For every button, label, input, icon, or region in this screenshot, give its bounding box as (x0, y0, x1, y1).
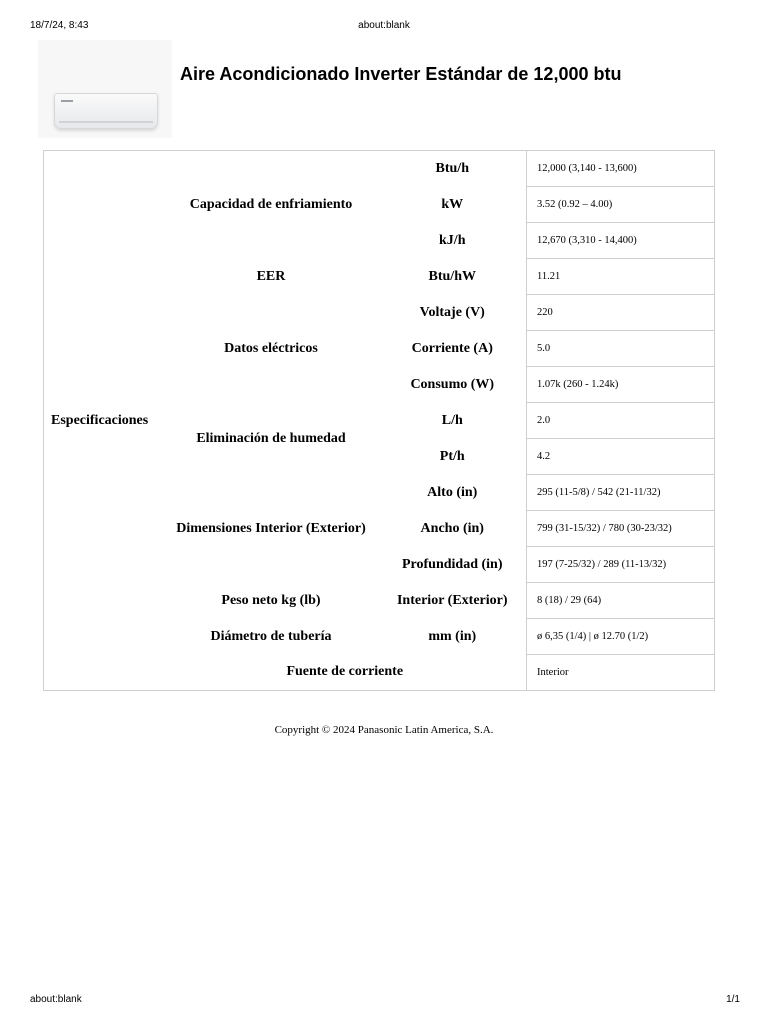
value-cell: 11.21 (527, 259, 715, 295)
value-cell: 5.0 (527, 331, 715, 367)
unit-cell: Interior (Exterior) (396, 592, 508, 608)
unit-cell: Voltaje (V) (419, 304, 485, 320)
category-datos-electricos: Datos eléctricos (224, 340, 318, 356)
unit-cell: Corriente (A) (411, 340, 493, 356)
page-title: Aire Acondicionado Inverter Estándar de 12,000 btu (180, 64, 622, 84)
value-cell: ø 6,35 (1/4) | ø 12.70 (1/2) (527, 619, 715, 655)
air-conditioner-unit-icon (54, 93, 158, 129)
air-vent (59, 121, 153, 123)
value-cell: 12,000 (3,140 - 13,600) (527, 151, 715, 187)
value-cell: 295 (11-5/8) / 542 (21-11/32) (527, 475, 715, 511)
print-date: 18/7/24, 8:43 (30, 20, 89, 31)
value-cell: 220 (527, 295, 715, 331)
unit-cell: Ancho (in) (420, 520, 484, 536)
unit-cell: mm (in) (428, 628, 477, 644)
print-footer-url: about:blank (30, 994, 82, 1005)
unit-cell: Btu/hW (428, 268, 476, 284)
value-cell: 2.0 (527, 403, 715, 439)
print-header (0, 20, 768, 34)
value-cell: 197 (7-25/32) / 289 (11-13/32) (527, 547, 715, 583)
page-number: 1/1 (726, 994, 740, 1005)
category-diametro: Diámetro de tubería (210, 628, 332, 644)
unit-cell: kW (441, 196, 464, 212)
value-cell: 3.52 (0.92 – 4.00) (527, 187, 715, 223)
value-cell: 799 (31-15/32) / 780 (30-23/32) (527, 511, 715, 547)
category-eer: EER (256, 268, 286, 284)
category-dimensiones: Dimensiones Interior (Exterior) (176, 520, 366, 536)
value-cell: 4.2 (527, 439, 715, 475)
value-cell: 8 (18) / 29 (64) (527, 583, 715, 619)
section-label: Especificaciones (51, 412, 149, 428)
spec-table (43, 150, 715, 691)
value-cell: 1.07k (260 - 1.24k) (527, 367, 715, 403)
print-url: about:blank (358, 20, 410, 31)
unit-cell: Pt/h (439, 448, 465, 464)
value-cell: Interior (527, 655, 715, 691)
unit-cell: Btu/h (435, 160, 469, 176)
brand-mark (61, 100, 73, 102)
category-peso: Peso neto kg (lb) (221, 592, 321, 608)
unit-cell: Alto (in) (427, 484, 478, 500)
category-fuente: Fuente de corriente (286, 664, 404, 680)
unit-cell: Consumo (W) (410, 376, 495, 392)
unit-cell: kJ/h (439, 232, 466, 248)
value-cell: 12,670 (3,310 - 14,400) (527, 223, 715, 259)
unit-cell: Profundidad (in) (402, 556, 503, 572)
copyright-notice: Copyright © 2024 Panasonic Latin America, S.A. (274, 724, 494, 736)
category-humedad: Eliminación de humedad (196, 430, 346, 446)
table-row (44, 151, 715, 187)
print-footer (0, 994, 768, 1008)
category-capacidad: Capacidad de enfriamiento (189, 196, 353, 212)
unit-cell: L/h (441, 412, 463, 428)
product-image (38, 40, 172, 138)
